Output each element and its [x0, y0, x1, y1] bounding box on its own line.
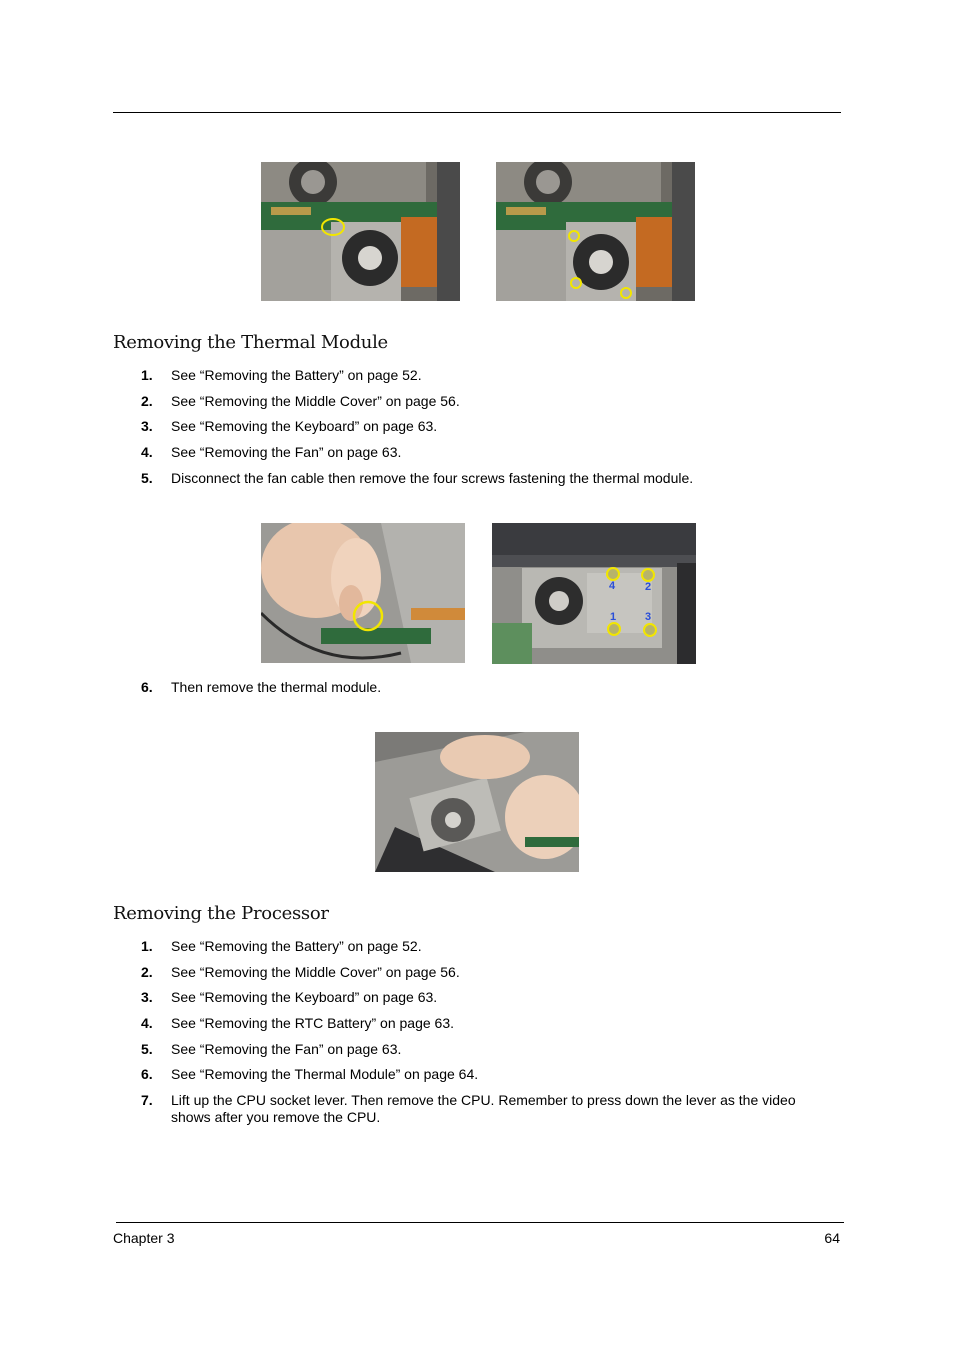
header-rule: [113, 112, 841, 113]
list-item: 5. Disconnect the fan cable then remove the four screws fastening the thermal module.: [141, 469, 694, 486]
list-item: 3. See “Removing the Keyboard” on page 63.: [141, 989, 438, 1006]
footer-rule: [116, 1222, 844, 1223]
list-item: 1. See “Removing the Battery” on page 52.: [141, 367, 422, 383]
photo-remove-thermal-module: [375, 732, 579, 872]
screw-label: 4: [609, 580, 616, 592]
thermal-module-step-6: [141, 679, 831, 696]
list-item: 5. See “Removing the Fan” on page 63.: [141, 1040, 402, 1057]
list-item: 7. Lift up the CPU socket lever. Then remove the CPU. Remember to press down the lever as the video shows after you remove the CPU.: [141, 1092, 796, 1126]
thermal-module-steps: [141, 367, 831, 495]
photo-fan-cable: [261, 162, 460, 301]
footer-page-number: 64: [824, 1230, 840, 1246]
list-item: 4. See “Removing the RTC Battery” on page 63.: [141, 1015, 455, 1032]
screw-label: 3: [645, 611, 652, 623]
section-heading-processor: Removing the Processor: [113, 903, 329, 924]
list-item: 6. See “Removing the Thermal Module” on page 64.: [141, 1066, 479, 1083]
processor-steps: [141, 938, 831, 1126]
list-item: 2. See “Removing the Middle Cover” on page 56.: [141, 963, 460, 980]
footer-chapter: Chapter 3: [113, 1230, 175, 1246]
section-heading-thermal-module: Removing the Thermal Module: [113, 332, 388, 353]
list-item: 2. See “Removing the Middle Cover” on page 56.: [141, 392, 460, 409]
photo-fan-screws: [496, 162, 695, 301]
list-item: 1. See “Removing the Battery” on page 52.: [141, 938, 422, 954]
list-item: 4. See “Removing the Fan” on page 63.: [141, 444, 402, 461]
screw-label: 1: [610, 611, 617, 623]
list-item: 3. See “Removing the Keyboard” on page 63.: [141, 418, 438, 435]
list-item: 6. Then remove the thermal module.: [141, 679, 382, 695]
photo-disconnect-fan-cable: [261, 523, 465, 663]
screw-label: 2: [645, 581, 652, 593]
photo-thermal-module-screws: [492, 523, 696, 664]
